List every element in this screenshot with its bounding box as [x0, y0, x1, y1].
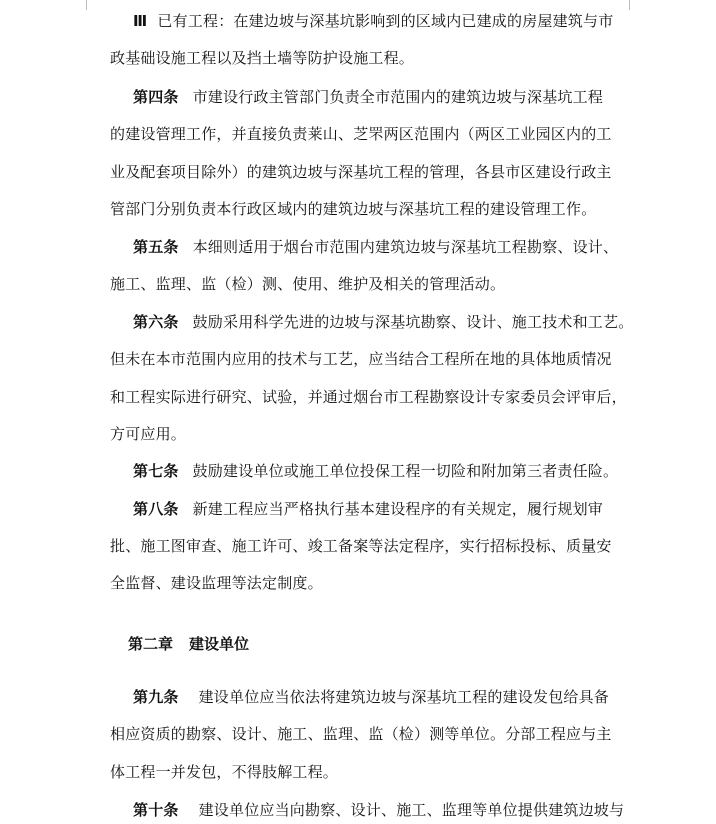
article-6-title: 第六条 — [133, 313, 179, 331]
article-7-line — [133, 459, 619, 483]
article-5-title: 第五条 — [133, 238, 179, 256]
paragraph-line: 政基础设施工程以及挡土墙等防护设施工程。 — [110, 49, 415, 67]
article-9-text: 建设单位应当依法将建筑边坡与深基坑工程的建设发包给具备 — [198, 688, 610, 706]
article-10-text: 建设单位应当向勘察、设计、施工、监理等单位提供建筑边坡与 — [198, 801, 625, 819]
chapter-number: 第二章 — [128, 635, 174, 653]
article-10-line — [133, 798, 625, 822]
item-text: 已有工程：在建边坡与深基坑影响到的区域内已建成的房屋建筑与市 — [157, 12, 614, 30]
article-9-title: 第九条 — [133, 688, 179, 706]
article-8-line — [133, 497, 616, 521]
paragraph-line: 相应资质的勘察、设计、施工、监理、监（检）测等单位。分部工程应与主 — [110, 725, 612, 743]
article-4-text: 市建设行政主管部门负责全市范围内的建筑边坡与深基坑工程 — [192, 88, 604, 106]
paragraph-line: 方可应用。 — [110, 425, 187, 443]
article-5-line — [133, 235, 619, 259]
article-8-title: 第八条 — [133, 500, 179, 518]
article-5-text: 本细则适用于烟台市范围内建筑边坡与深基坑工程勘察、设计、 — [192, 238, 619, 256]
paragraph-line: 业及配套项目除外）的建筑边坡与深基坑工程的管理，各县市区建设行政主 — [110, 163, 612, 181]
article-8-text: 新建工程应当严格执行基本建设程序的有关规定，履行规划审 — [192, 500, 604, 518]
article-9-line — [133, 685, 616, 709]
margin-corner-left — [86, 0, 87, 10]
article-6-text: 鼓励采用科学先进的边坡与深基坑勘察、设计、施工技术和工艺。 — [192, 313, 634, 331]
article-10-title: 第十条 — [133, 801, 179, 819]
article-7-text: 鼓励建设单位或施工单位投保工程一切险和附加第三者责任险。 — [192, 462, 619, 480]
paragraph-line: 管部门分别负责本行政区域内的建筑边坡与深基坑工程的建设管理工作。 — [110, 200, 597, 218]
paragraph-line: 和工程实际进行研究、试验，并通过烟台市工程勘察设计专家委员会评审后， — [110, 388, 627, 406]
paragraph-line: 的建设管理工作，并直接负责莱山、芝罘两区范围内（两区工业园区内的工 — [110, 125, 612, 143]
paragraph-line: 批、施工图审查、施工许可、竣工备案等法定程序，实行招标投标、质量安 — [110, 537, 612, 555]
chapter-heading — [128, 632, 249, 656]
paragraph-line: 体工程一并发包，不得肢解工程。 — [110, 763, 339, 781]
article-4-line — [133, 85, 616, 109]
paragraph-line: 但未在本市范围内应用的技术与工艺，应当结合工程所在地的具体地质情况 — [110, 350, 612, 368]
article-4-title: 第四条 — [133, 88, 179, 106]
article-7-title: 第七条 — [133, 462, 179, 480]
article-6-line — [133, 310, 634, 334]
paragraph-line: 施工、监理、监（检）测、使用、维护及相关的管理活动。 — [110, 275, 506, 293]
paragraph-line — [133, 9, 616, 33]
paragraph-line: 全监督、建设监理等法定制度。 — [110, 574, 323, 592]
margin-corner-right — [629, 0, 630, 10]
item-number: Ⅲ — [133, 12, 148, 30]
chapter-name: 建设单位 — [189, 635, 250, 653]
